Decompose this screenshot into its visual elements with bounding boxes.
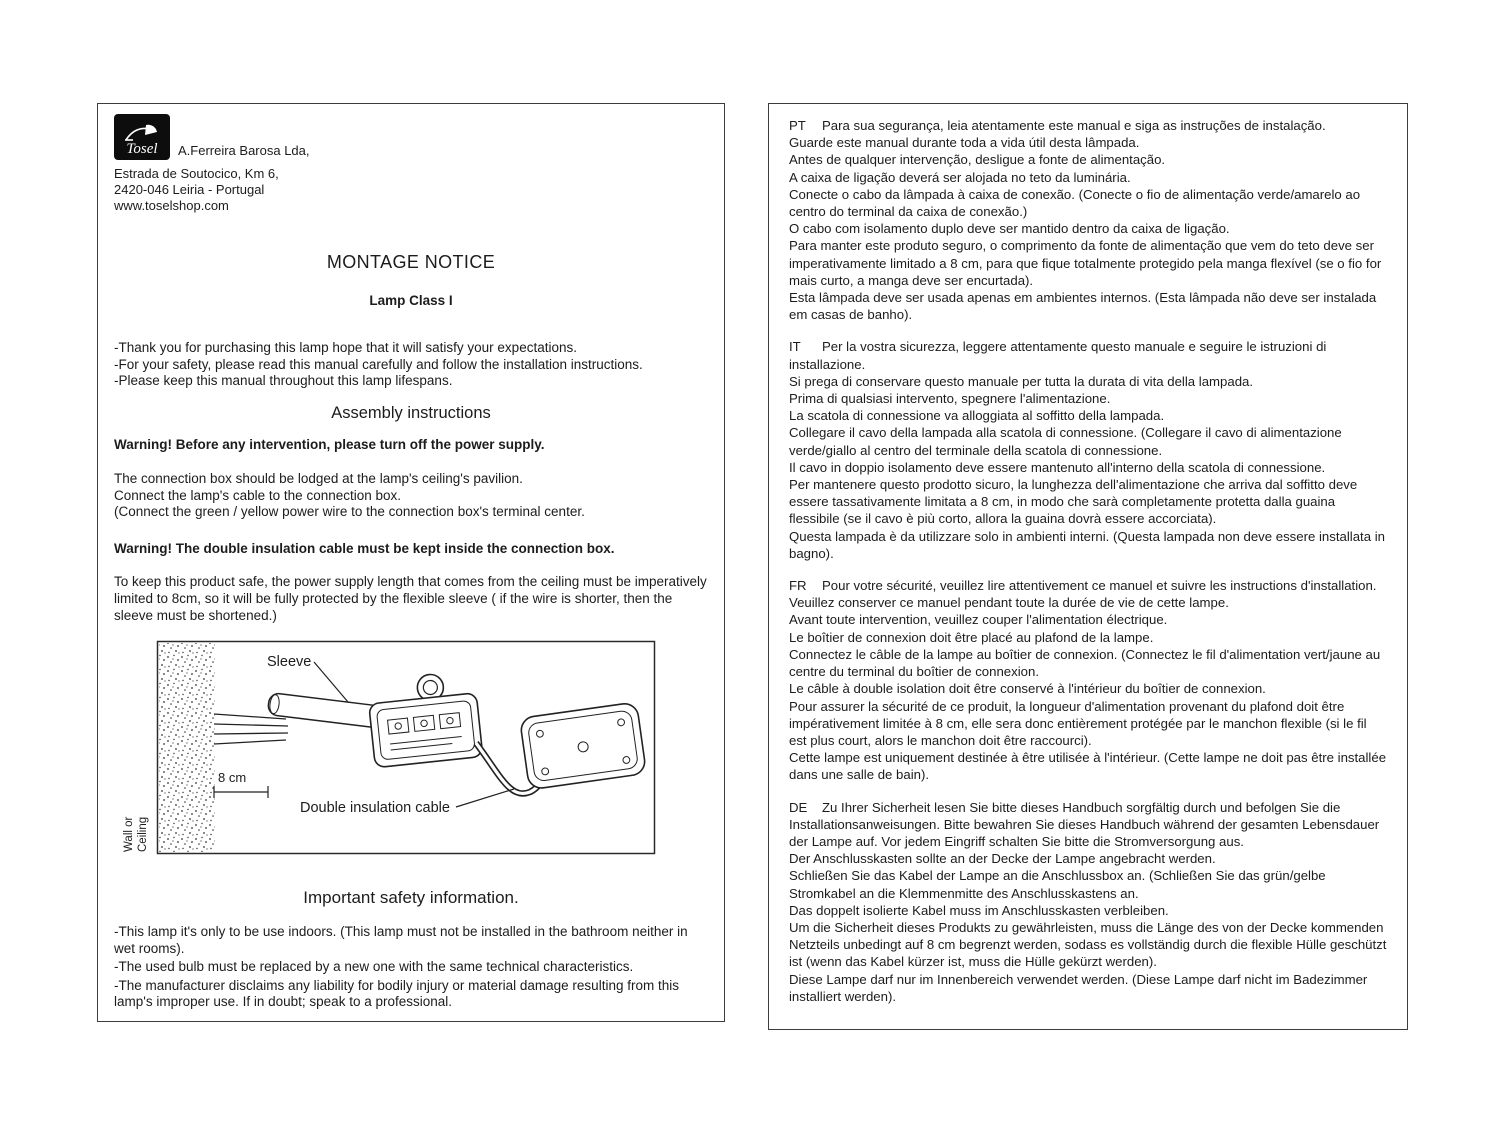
cable-label: Double insulation cable: [300, 800, 450, 816]
text-line: Pour assurer la sécurité de ce produit, la longueur d'alimentation provenant du plafond doit être impérativement limitée à 8 cm, elle sera donc entièrement protégée par le manchon flexible (si le fil est plus court, alors le manchon doit être raccourci).: [789, 698, 1367, 748]
company-address: [114, 166, 708, 214]
section-it: [789, 338, 1387, 562]
section-de: [789, 799, 1387, 1005]
section-pt: [789, 117, 1387, 323]
text-line: Schließen Sie das Kabel der Lampe an die Anschlussbox an. (Schließen Sie das grün/gelbe Stromkabel an die Klemmenmitte des Anschlusskastens an.: [789, 868, 1326, 901]
text-line: Le boîtier de connexion doit être placé au plafond de la lampe.: [789, 629, 1154, 645]
intro-line: -Please keep this manual throughout this lamp lifespans.: [114, 373, 453, 388]
text-line: Guarde este manual durante toda a vida útil desta lâmpada.: [789, 135, 1140, 151]
left-page: [97, 103, 725, 1022]
lang-code-fr: FR: [789, 578, 807, 594]
text-line: Antes de qualquer intervenção, desligue a fonte de alimentação.: [789, 152, 1166, 168]
text-line: Para manter este produto seguro, o comprimento da fonte de alimentação que vem do teto deve ser imperativamente limitado a 8 cm, para que fique totalmente protegido pela manga flexível (se o fio for mais curto, a manga deve ser encurtada).: [789, 238, 1382, 288]
connection-paragraph: [114, 471, 708, 521]
intro-line: -For your safety, please read this manual carefully and follow the installation instructions.: [114, 356, 643, 372]
safety-heading: Important safety information.: [303, 888, 519, 907]
wall-cross-section: [159, 643, 215, 852]
warning-insulation: Warning! The double insulation cable must be kept inside the connection box.: [114, 540, 615, 556]
lamp-icon: [123, 122, 161, 142]
safety-paragraph: [114, 924, 708, 1011]
text-line: Collegare il cavo della lampada alla scatola di connessione. (Collegare il cavo di alimentazione verde/giallo al centro del terminale della scatola di connessione.: [789, 425, 1342, 458]
company-header: [114, 114, 708, 160]
text-span: Para sua segurança, leia atentamente este manual e siga as instruções de instalação.: [822, 118, 1326, 133]
wall-label-line1: Wall or: [123, 816, 135, 852]
text-line: Der Anschlusskasten sollte an der Decke der Lampe angebracht werden.: [789, 851, 1216, 867]
text-line: O cabo com isolamento duplo deve ser mantido dentro da caixa de ligação.: [789, 221, 1230, 237]
text-line: Avant toute intervention, veuillez couper l'alimentation électrique.: [789, 612, 1168, 628]
company-name: A.Ferreira Barosa Lda,: [178, 143, 310, 158]
text-line: Il cavo in doppio isolamento deve essere mantenuto all'interno della scatola di connessione.: [789, 459, 1326, 475]
text-line: Prima di qualsiasi intervento, spegnere l'alimentazione.: [789, 391, 1111, 407]
warning-power-supply: Warning! Before any intervention, please turn off the power supply.: [114, 436, 545, 452]
text-line: Cette lampe est uniquement destinée à être utilisée à l'intérieur. (Cette lampe ne doit pas être installée dans une salle de bain).: [789, 750, 1387, 783]
text-line: Questa lampada è da utilizzare solo in ambienti interni. (Questa lampada non deve essere installata in bagno).: [789, 528, 1385, 561]
page-title: MONTAGE NOTICE: [326, 252, 496, 272]
intro-line: -Thank you for purchasing this lamp hope that it will satisfy your expectations.: [114, 340, 577, 355]
text-line: [789, 338, 1387, 372]
address-line: Estrada de Soutocico, Km 6,: [114, 166, 279, 181]
text-line: Diese Lampe darf nur im Innenbereich verwendet werden. (Diese Lampe darf nicht im Badezimmer installiert werden).: [789, 971, 1368, 1004]
connection-line: Connect the lamp's cable to the connection box.: [114, 487, 402, 503]
text-span: Zu Ihrer Sicherheit lesen Sie bitte dieses Handbuch sorgfältig durch und befolgen Sie die Installationsanweisungen. Bitte bewahren Sie dieses Handbuch während der gesamten Lebensdauer der Lampe auf. Vor jedem Eingriff schalten Sie bitte die Stromversorgung aus.: [789, 799, 1380, 849]
assembly-heading: Assembly instructions: [331, 403, 491, 422]
lamp-class-subtitle: Lamp Class I: [369, 293, 453, 308]
lang-code-it: IT: [789, 339, 801, 355]
text-line: Esta lâmpada deve ser usada apenas em ambientes internos. (Esta lâmpada não deve ser instalada em casas de banho).: [789, 290, 1377, 323]
connection-line: The connection box should be lodged at the lamp's ceiling's pavilion.: [114, 471, 523, 486]
text-line: Connectez le câble de la lampe au boîtier de connexion. (Connectez le fil d'alimentation vert/jaune au centre du terminal du boîtier de connexion.: [789, 646, 1381, 680]
text-line: La scatola di connessione va alloggiata al soffitto della lampada.: [789, 408, 1165, 424]
text-line: [789, 117, 1387, 134]
text-span: Per la vostra sicurezza, leggere attentamente questo manuale e seguire le istruzioni di installazione.: [789, 339, 1327, 372]
text-line: Conecte o cabo da lâmpada à caixa de conexão. (Conecte o fio de alimentação verde/amarelo ao centro do terminal da caixa de conexão.): [789, 186, 1361, 220]
installation-diagram: [110, 640, 708, 870]
text-line: Das doppelt isolierte Kabel muss im Anschlusskasten verbleiben.: [789, 902, 1169, 918]
text-span: Pour votre sécurité, veuillez lire attentivement ce manuel et suivre les instructions d'installation. Veuillez conserver ce manuel pendant toute la durée de vie de cette lampe.: [789, 578, 1377, 611]
sleeve-paragraph: To keep this product safe, the power supply length that comes from the ceiling must be imperatively limited to 8cm, so it will be fully protected by the flexible sleeve ( if the wire is shorter, then the sleeve must be shortened.): [114, 574, 707, 623]
safety-line: -The manufacturer disclaims any liability for bodily injury or material damage resulting from this lamp's improper use. If in doubt; speak to a professional.: [114, 977, 679, 1009]
section-fr: [789, 577, 1387, 783]
safety-line: -This lamp it's only to be use indoors. (This lamp must not be installed in the bathroom neither in wet rooms).: [114, 924, 688, 956]
text-line: [789, 577, 1387, 611]
text-line: Si prega di conservare questo manuale per tutta la durata di vita della lampada.: [789, 373, 1254, 389]
text-line: Um die Sicherheit dieses Produkts zu gewährleisten, muss die Länge des von der Decke kommenden Netzteils unbedingt auf 8 cm begrenzt werden, sodass es vollständig durch die flexible Hülle geschützt ist (wenn das Kabel kürzer ist, muss die Hülle gekürzt werden).: [789, 919, 1387, 970]
text-line: A caixa de ligação deverá ser alojada no teto da luminária.: [789, 169, 1131, 185]
wall-label-line2: Ceiling: [137, 816, 149, 852]
address-line: 2420-046 Leiria - Portugal: [114, 182, 265, 197]
tosel-logo: [114, 114, 170, 160]
connection-line: (Connect the green / yellow power wire to the connection box's terminal center.: [114, 504, 585, 519]
text-line: Per mantenere questo prodotto sicuro, la lunghezza dell'alimentazione che arriva dal soffitto deve essere tassativamente limitata a 8 cm, in modo che sarà completamente protetta dalla guaina flessibile (se il cavo è più corto, allora la guaina dovrà essere accorciata).: [789, 477, 1358, 527]
lang-code-de: DE: [789, 799, 808, 815]
text-line: [789, 799, 1387, 851]
lang-code-pt: PT: [789, 118, 806, 133]
text-line: Le câble à double isolation doit être conservé à l'intérieur du boîtier de connexion.: [789, 681, 1266, 697]
cover-plate: [520, 702, 647, 790]
intro-paragraph: [114, 340, 708, 390]
logo-wordmark: Tosel: [126, 141, 158, 157]
dimension-label: 8 cm: [218, 770, 247, 785]
right-page: [768, 103, 1408, 1030]
safety-line: -The used bulb must be replaced by a new one with the same technical characteristics.: [114, 959, 634, 974]
sleeve-label: Sleeve: [267, 654, 312, 670]
website-text: www.toselshop.com: [114, 198, 229, 213]
